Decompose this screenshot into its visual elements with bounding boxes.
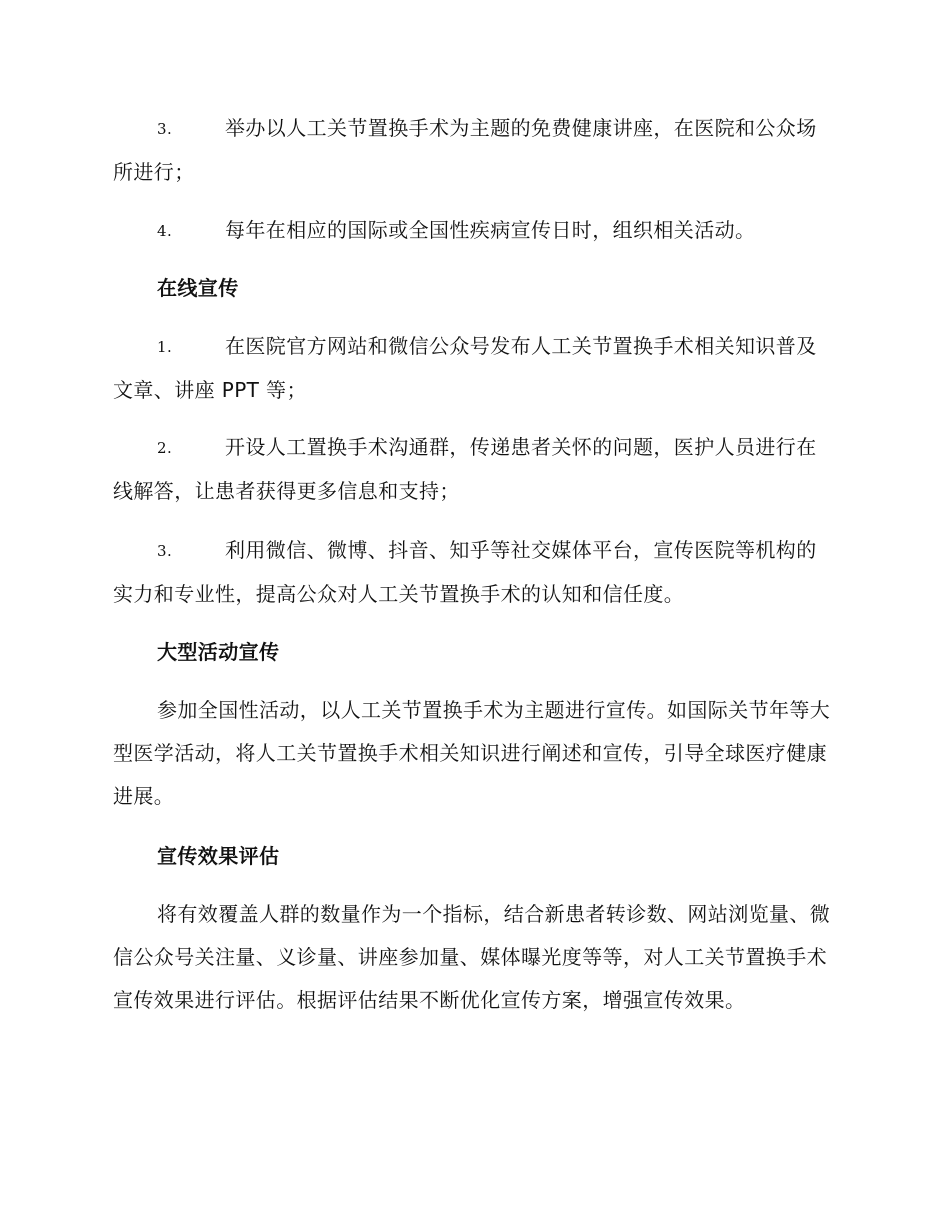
list-item-offline-3 bbox=[113, 107, 833, 194]
paragraph-events: 参加全国性活动，以人工关节置换手术为主题进行宣传。如国际关节年等大型医学活动，将人工关节置换手术相关知识进行阐述和宣传，引导全球医疗健康进展。 bbox=[113, 698, 831, 808]
list-item-text: 开设人工置换手术沟通群，传递患者关怀的问题，医护人员进行在线解答，让患者获得更多信息和支持； bbox=[113, 435, 817, 503]
paragraph-evaluation: 将有效覆盖人群的数量作为一个指标，结合新患者转诊数、网站浏览量、微信公众号关注量、义诊量、讲座参加量、媒体曝光度等等，对人工关节置换手术宣传效果进行评估。根据评估结果不断优化宣传方案，增强宣传效果。 bbox=[113, 902, 831, 1012]
list-item-text: 在医院官方网站和微信公众号发布人工关节置换手术相关知识普及文章、讲座 PPT 等； bbox=[113, 334, 817, 402]
list-item-online-3 bbox=[113, 529, 833, 616]
section-heading-online: 在线宣传 bbox=[157, 276, 239, 300]
list-item-online-1 bbox=[113, 325, 833, 412]
list-number: 4. bbox=[157, 222, 173, 240]
list-number: 2. bbox=[157, 439, 173, 457]
list-item-online-2 bbox=[113, 426, 833, 513]
section-heading-events: 大型活动宣传 bbox=[157, 640, 280, 664]
list-number: 3. bbox=[157, 542, 173, 560]
list-number: 1. bbox=[157, 338, 173, 356]
list-number: 3. bbox=[157, 120, 173, 138]
list-item-text: 利用微信、微博、抖音、知乎等社交媒体平台，宣传医院等机构的实力和专业性，提高公众对人工关节置换手术的认知和信任度。 bbox=[113, 538, 817, 606]
list-item-text: 举办以人工关节置换手术为主题的免费健康讲座，在医院和公众场所进行； bbox=[113, 116, 817, 184]
section-heading-evaluation: 宣传效果评估 bbox=[157, 844, 280, 868]
list-item-text: 每年在相应的国际或全国性疾病宣传日时，组织相关活动。 bbox=[225, 218, 756, 242]
list-item-offline-4 bbox=[113, 209, 833, 253]
